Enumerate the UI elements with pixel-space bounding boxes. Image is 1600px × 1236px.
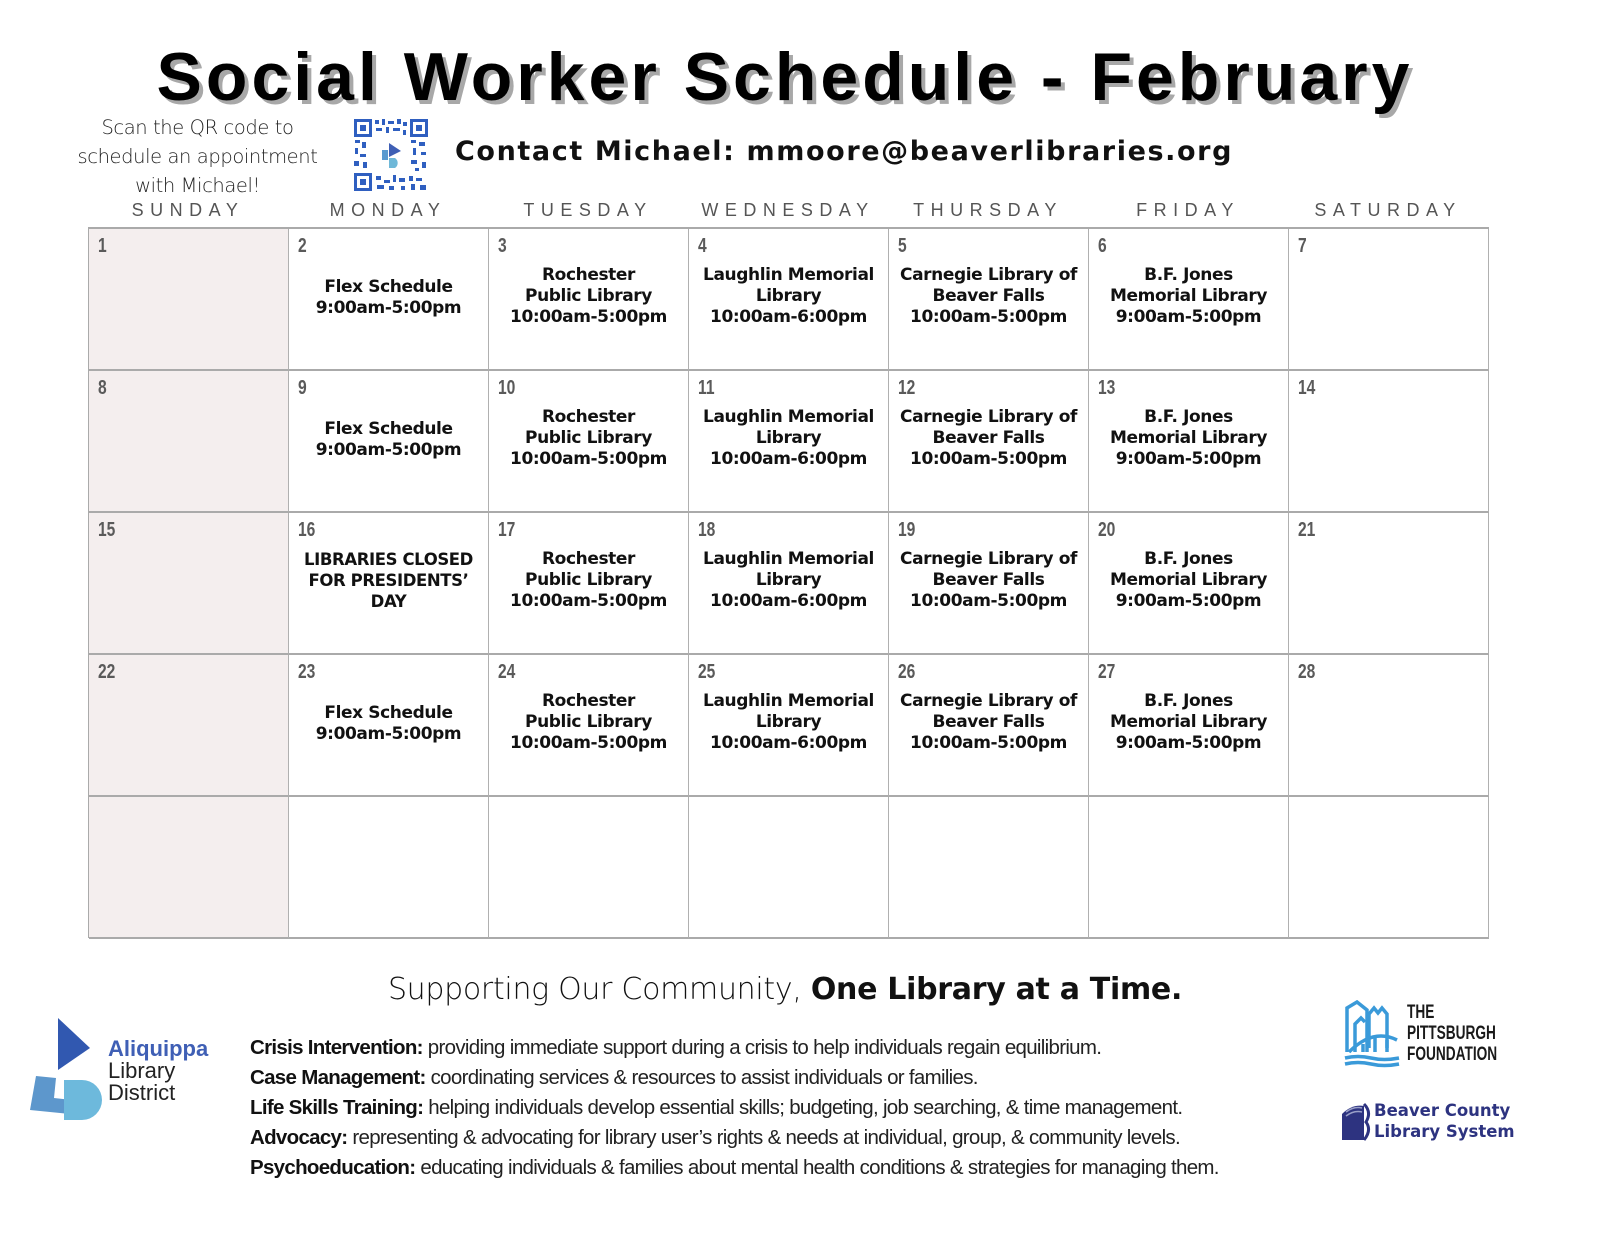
day-number: 16 [298,519,316,541]
pittsburgh-logo-text: FOUNDATION [1407,1044,1498,1065]
day-number: 4 [698,235,707,257]
event-line: 10:00am-6:00pm [710,733,867,753]
calendar-day-cell[interactable] [1089,797,1289,939]
aliquippa-library-district-logo [28,1018,238,1123]
aliquippa-logo-text: Aliquippa [108,1036,209,1061]
beaver-county-logo-text: Beaver County [1374,1101,1511,1120]
calendar-day-cell[interactable] [1289,371,1489,513]
calendar-day-cell[interactable] [489,371,689,513]
service-description: coordinating services & resources to assist individuals or families. [425,1066,978,1089]
event-line: B.F. Jones [1144,265,1233,285]
event-line: 10:00am-5:00pm [510,733,667,753]
service-description: providing immediate support during a crisis to help individuals regain equilibrium. [422,1036,1102,1059]
event-line: Laughlin Memorial [703,407,874,427]
event-line: Public Library [525,712,652,732]
event-line: B.F. Jones [1144,407,1233,427]
calendar-day-cell[interactable] [89,229,289,371]
service-item [250,1153,1320,1183]
day-number: 1 [98,235,107,257]
calendar-day-cell[interactable] [1289,513,1489,655]
event-line: 10:00am-5:00pm [510,449,667,469]
event-line: 10:00am-6:00pm [710,449,867,469]
schedule-event [689,407,888,470]
service-term: Advocacy: [250,1126,348,1149]
event-line: Flex Schedule [324,419,453,439]
event-line: Flex Schedule [324,277,453,297]
schedule-event [889,407,1088,470]
day-number: 25 [698,661,716,683]
day-number: 14 [1298,377,1316,399]
day-number: 12 [898,377,916,399]
schedule-event [1089,407,1288,470]
calendar-day-cell[interactable] [89,513,289,655]
schedule-event [1089,549,1288,612]
event-line: 9:00am-5:00pm [1115,733,1262,753]
weekday-sunday: SUNDAY [131,200,245,220]
tagline-regular: Supporting Our Community, [387,972,811,1007]
service-item [250,1063,1320,1093]
schedule-event [889,549,1088,612]
event-line: 10:00am-5:00pm [510,591,667,611]
calendar-day-cell[interactable] [1289,229,1489,371]
calendar-day-cell[interactable] [489,513,689,655]
day-number: 5 [898,235,907,257]
event-line: 9:00am-5:00pm [1115,591,1262,611]
calendar-day-cell[interactable] [689,229,889,371]
calendar-day-cell[interactable] [689,655,889,797]
aliquippa-logo-icon [28,1018,108,1123]
calendar-day-cell[interactable] [89,797,289,939]
service-item [250,1093,1320,1123]
beaver-county-library-system-logo [1340,1100,1530,1144]
day-number: 10 [498,377,516,399]
calendar-day-cell[interactable] [289,513,489,655]
day-number: 27 [1098,661,1116,683]
event-line: Laughlin Memorial [703,549,874,569]
calendar-day-cell[interactable] [689,513,889,655]
day-number: 23 [298,661,316,683]
weekday-friday: FRIDAY [1136,200,1240,220]
event-line: 10:00am-6:00pm [710,591,867,611]
schedule-event [689,549,888,612]
event-line: 10:00am-6:00pm [710,307,867,327]
calendar-day-cell[interactable] [1289,797,1489,939]
event-line: Library [755,286,822,306]
calendar-day-cell[interactable] [289,371,489,513]
event-line: 9:00am-5:00pm [315,440,462,460]
calendar-day-cell[interactable] [1089,229,1289,371]
schedule-event [689,691,888,754]
day-number: 11 [698,377,715,399]
day-number: 17 [498,519,516,541]
calendar-day-cell[interactable] [889,371,1089,513]
calendar-day-cell[interactable] [689,797,889,939]
schedule-event [889,691,1088,754]
event-line: 10:00am-5:00pm [910,449,1067,469]
event-line: Memorial Library [1109,428,1268,448]
calendar-day-cell[interactable] [889,229,1089,371]
calendar-day-cell[interactable] [89,655,289,797]
service-term: Psychoeducation: [250,1156,416,1179]
event-line: Laughlin Memorial [703,691,874,711]
calendar-day-cell[interactable] [489,797,689,939]
event-line: Memorial Library [1109,570,1268,590]
schedule-event [289,703,488,745]
event-line: Flex Schedule [324,703,453,723]
calendar-day-cell[interactable] [689,371,889,513]
day-number: 19 [898,519,916,541]
event-line: Laughlin Memorial [703,265,874,285]
day-number: 20 [1098,519,1116,541]
weekday-header-row [88,200,1488,224]
day-number: 6 [1098,235,1107,257]
schedule-event [489,407,688,470]
service-description: educating individuals & families about mental health conditions & strategies for managing them. [415,1156,1219,1179]
event-line: DAY [370,592,407,611]
services-list [250,1033,1320,1183]
event-line: Library [755,570,822,590]
event-line: Carnegie Library of [900,265,1077,285]
day-number: 8 [98,377,107,399]
qr-instructions-line: schedule an appointment [77,145,318,168]
beaver-county-logo-text: Library System [1374,1122,1515,1141]
day-number: 22 [98,661,116,683]
calendar-day-cell[interactable] [89,371,289,513]
event-line: Rochester [541,265,636,285]
page-title: Social Worker Schedule - February [156,39,1414,115]
calendar-day-cell[interactable] [1089,513,1289,655]
calendar-day-cell[interactable] [489,655,689,797]
service-item [250,1123,1320,1153]
calendar-day-cell[interactable] [889,655,1089,797]
event-line: Public Library [525,428,652,448]
event-line: Carnegie Library of [900,691,1077,711]
event-line: Library [755,428,822,448]
schedule-event [289,549,488,612]
event-line: Rochester [541,549,636,569]
event-line: 9:00am-5:00pm [315,298,462,318]
calendar-grid [88,227,1489,938]
calendar-day-cell[interactable] [489,229,689,371]
event-line: Memorial Library [1109,712,1268,732]
pittsburgh-logo-text: PITTSBURGH [1407,1023,1496,1044]
schedule-event [689,265,888,328]
pittsburgh-skyline-icon [1343,1000,1403,1072]
tagline-bold: One Library at a Time. [810,972,1183,1007]
event-line: 10:00am-5:00pm [910,733,1067,753]
service-term: Crisis Intervention: [250,1036,423,1059]
service-description: representing & advocating for library user’s rights & needs at individual, group, & community levels. [347,1126,1180,1149]
weekday-tuesday: TUESDAY [523,200,653,220]
day-number: 13 [1098,377,1116,399]
schedule-event [289,419,488,461]
event-line: FOR PRESIDENTS’ [308,571,469,590]
day-number: 24 [498,661,516,683]
day-number: 9 [298,377,307,399]
event-line: LIBRARIES CLOSED [304,550,473,569]
aliquippa-logo-text: District [108,1080,176,1105]
schedule-event [489,265,688,328]
event-line: Rochester [541,691,636,711]
event-line: 9:00am-5:00pm [1115,449,1262,469]
day-number: 3 [498,235,507,257]
day-number: 26 [898,661,916,683]
calendar-day-cell[interactable] [289,797,489,939]
day-number: 21 [1298,519,1316,541]
event-line: Beaver Falls [932,570,1045,590]
event-line: 10:00am-5:00pm [910,307,1067,327]
event-line: Beaver Falls [932,286,1045,306]
book-icon [1340,1100,1372,1142]
pittsburgh-foundation-logo [1343,1000,1513,1072]
weekday-thursday: THURSDAY [913,200,1063,220]
event-line: Memorial Library [1109,286,1268,306]
event-line: Beaver Falls [932,428,1045,448]
schedule-event [489,691,688,754]
calendar-day-cell[interactable] [889,797,1089,939]
day-number: 2 [298,235,307,257]
event-line: 10:00am-5:00pm [510,307,667,327]
event-line: 10:00am-5:00pm [910,591,1067,611]
calendar-day-cell[interactable] [889,513,1089,655]
calendar-day-cell[interactable] [289,229,489,371]
event-line: Public Library [525,286,652,306]
service-term: Case Management: [250,1066,426,1089]
day-number: 7 [1298,235,1307,257]
calendar-day-cell[interactable] [1089,655,1289,797]
contact-email[interactable]: Contact Michael: mmoore@beaverlibraries.org [455,136,1234,167]
service-description: helping individuals develop essential skills; budgeting, job searching, & time management. [423,1096,1183,1119]
event-line: Rochester [541,407,636,427]
event-line: Public Library [525,570,652,590]
event-line: Beaver Falls [932,712,1045,732]
event-line: Carnegie Library of [900,407,1077,427]
pittsburgh-logo-text: THE [1407,1002,1435,1023]
qr-instructions-line: Scan the QR code to [101,116,294,139]
schedule-event [889,265,1088,328]
qr-instructions-line: with Michael! [135,174,260,197]
weekday-saturday: SATURDAY [1314,200,1462,220]
weekday-monday: MONDAY [329,200,447,220]
schedule-event [1089,691,1288,754]
qr-instructions [50,113,345,200]
schedule-event [1089,265,1288,328]
calendar-day-cell[interactable] [289,655,489,797]
event-line: 9:00am-5:00pm [1115,307,1262,327]
schedule-event [489,549,688,612]
tagline [0,972,1570,1007]
event-line: Library [755,712,822,732]
event-line: 9:00am-5:00pm [315,724,462,744]
weekday-wednesday: WEDNESDAY [701,200,875,220]
day-number: 18 [698,519,716,541]
schedule-event [289,277,488,319]
service-item [250,1033,1320,1063]
event-line: B.F. Jones [1144,549,1233,569]
event-line: B.F. Jones [1144,691,1233,711]
aliquippa-logo-text: Library [108,1058,176,1083]
qr-code-icon[interactable] [353,118,429,192]
service-term: Life Skills Training: [250,1096,424,1119]
event-line: Carnegie Library of [900,549,1077,569]
calendar-day-cell[interactable] [1289,655,1489,797]
day-number: 28 [1298,661,1316,683]
day-number: 15 [98,519,116,541]
calendar-day-cell[interactable] [1089,371,1289,513]
